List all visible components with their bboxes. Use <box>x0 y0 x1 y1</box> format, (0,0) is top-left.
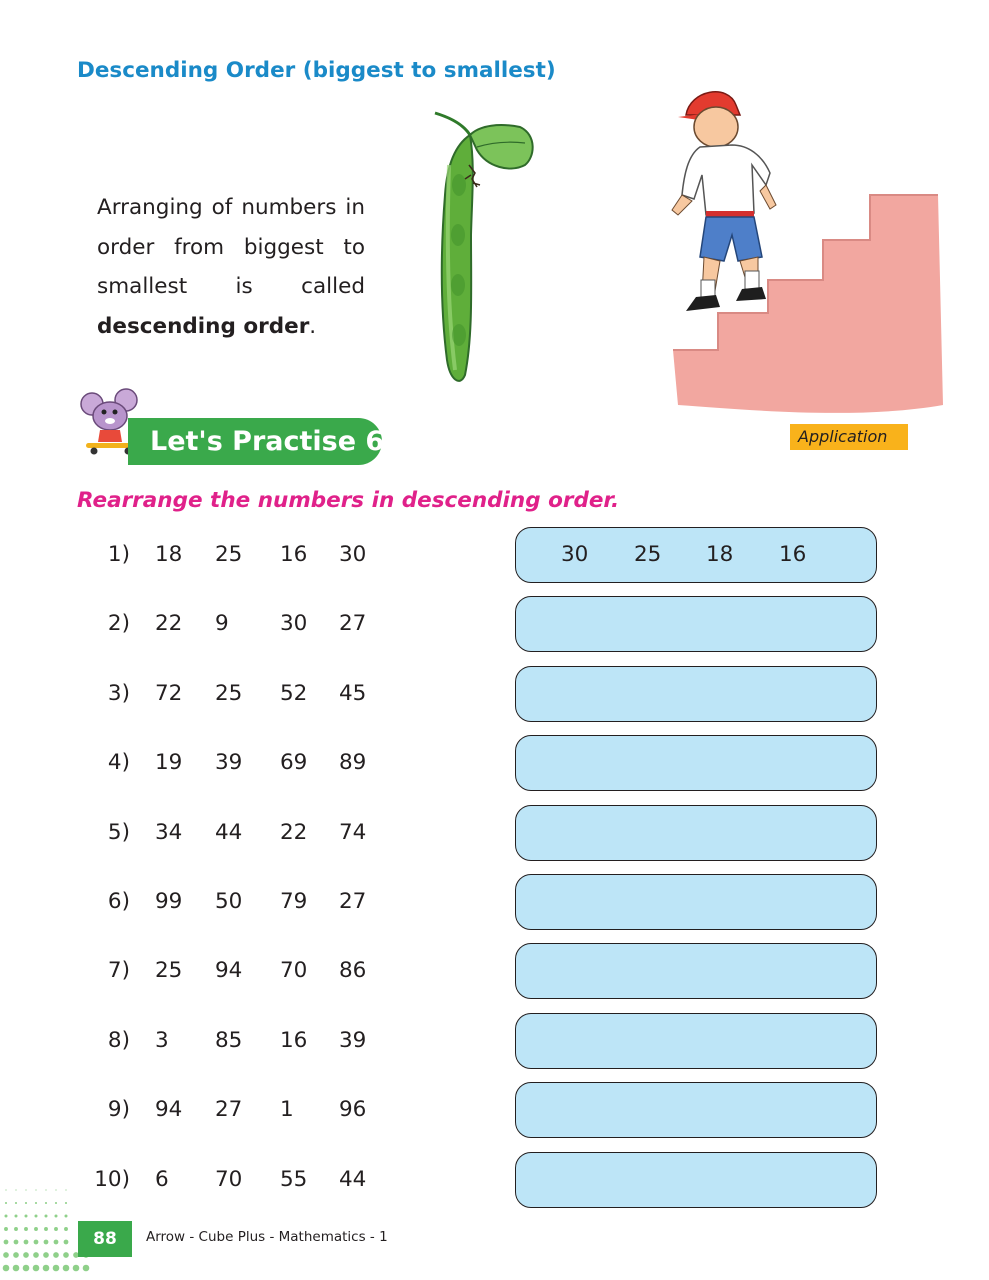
answer-box[interactable] <box>515 805 877 861</box>
question-number: 25 <box>155 958 183 984</box>
question-number: 96 <box>339 1097 367 1123</box>
question-number: 3 <box>155 1027 169 1053</box>
question-number: 50 <box>215 889 243 914</box>
question-number: 70 <box>280 958 308 984</box>
answer-number: 25 <box>634 542 662 567</box>
question-number: 6 <box>155 1166 169 1192</box>
question-row <box>0 1026 400 1056</box>
practice-banner-label: Let's Practise 6.7 <box>150 426 414 457</box>
answer-number: 18 <box>706 542 734 567</box>
decorative-dot <box>4 1227 8 1231</box>
decorative-dot <box>45 1189 46 1190</box>
answer-box[interactable] <box>515 527 877 583</box>
decorative-dot <box>23 1252 29 1258</box>
decorative-dot <box>83 1265 90 1272</box>
question-number: 52 <box>280 680 308 706</box>
definition-line-2: in order from biggest <box>97 195 365 260</box>
question-number: 79 <box>280 889 308 914</box>
question-number: 27 <box>339 611 367 637</box>
decorative-dot <box>65 1202 67 1204</box>
decorative-dot <box>44 1227 48 1231</box>
decorative-dot <box>64 1240 69 1245</box>
question-label: 6) <box>107 889 130 914</box>
decorative-dot <box>33 1252 39 1258</box>
answer-box[interactable] <box>515 1152 877 1208</box>
decorative-dot <box>35 1215 38 1218</box>
answer-box[interactable] <box>515 874 877 930</box>
question-number: 72 <box>155 680 183 706</box>
question-row <box>0 887 400 917</box>
question-number: 27 <box>215 1097 243 1123</box>
answer-box[interactable] <box>515 596 877 652</box>
page-title: Descending Order (biggest to smallest) <box>77 58 556 83</box>
decorative-dot <box>44 1240 49 1245</box>
definition-term-end: . <box>309 313 317 339</box>
bean-pod-icon <box>425 105 545 390</box>
question-number: 39 <box>215 750 243 776</box>
decorative-dot <box>63 1252 69 1258</box>
question-number: 44 <box>339 1166 367 1192</box>
question-number: 16 <box>280 1027 308 1053</box>
question-number: 27 <box>339 889 367 914</box>
question-number: 44 <box>215 819 243 845</box>
decorative-dot <box>55 1202 57 1204</box>
decorative-dot <box>3 1252 9 1258</box>
decorative-dot <box>45 1202 47 1204</box>
decorative-dot <box>13 1252 19 1258</box>
book-title: Arrow - Cube Plus - Mathematics - 1 <box>146 1229 388 1245</box>
decorative-dot <box>25 1189 26 1190</box>
question-number: 70 <box>215 1166 243 1192</box>
definition-text <box>97 188 365 346</box>
decorative-dot <box>53 1252 59 1258</box>
question-label: 5) <box>107 819 130 845</box>
decorative-dot <box>35 1202 37 1204</box>
decorative-dot <box>4 1240 9 1245</box>
question-row <box>0 1095 400 1125</box>
decorative-dot <box>65 1189 66 1190</box>
decorative-dot <box>65 1215 68 1218</box>
question-label: 10) <box>94 1166 130 1192</box>
question-number: 45 <box>339 680 367 706</box>
decorative-dot <box>14 1240 19 1245</box>
answer-box[interactable] <box>515 1082 877 1138</box>
question-number: 30 <box>280 611 308 637</box>
decorative-dot <box>5 1189 6 1190</box>
question-number: 19 <box>155 750 183 776</box>
decorative-dot <box>43 1252 49 1258</box>
question-row <box>0 609 400 639</box>
definition-term: descending order <box>97 313 310 339</box>
question-number: 85 <box>215 1027 243 1053</box>
question-label: 2) <box>107 611 130 637</box>
decorative-dot <box>14 1227 18 1231</box>
decorative-dot <box>13 1265 20 1272</box>
question-label: 9) <box>107 1097 130 1123</box>
decorative-dot <box>5 1215 8 1218</box>
decorative-dot <box>55 1189 56 1190</box>
question-row <box>0 679 400 709</box>
practice-banner <box>128 418 414 465</box>
decorative-dot <box>3 1265 10 1272</box>
application-tag: Application <box>790 424 908 450</box>
instruction-text: Rearrange the numbers in descending order. <box>77 488 620 513</box>
answer-box[interactable] <box>515 666 877 722</box>
page-number: 88 <box>78 1221 132 1257</box>
decorative-dot <box>54 1240 59 1245</box>
question-number: 18 <box>155 542 183 567</box>
decorative-dot <box>64 1227 68 1231</box>
question-row <box>0 956 400 986</box>
question-number: 39 <box>339 1027 367 1053</box>
question-number: 9 <box>215 611 229 637</box>
decorative-dot <box>25 1215 28 1218</box>
question-number: 94 <box>155 1097 183 1123</box>
question-label: 1) <box>107 542 130 567</box>
question-number: 69 <box>280 750 308 776</box>
question-row <box>0 540 400 570</box>
decorative-dot <box>15 1189 16 1190</box>
decorative-dot <box>53 1265 60 1272</box>
answer-number: 30 <box>561 542 589 567</box>
decorative-dot <box>23 1265 30 1272</box>
question-number: 16 <box>280 542 308 567</box>
question-number: 55 <box>280 1166 308 1192</box>
boy-on-stairs-illustration <box>658 75 948 420</box>
question-number: 30 <box>339 542 367 567</box>
question-number: 94 <box>215 958 243 984</box>
question-number: 99 <box>155 889 183 914</box>
question-label: 3) <box>107 680 130 706</box>
definition-line-1: Arranging of numbers <box>97 195 337 220</box>
answer-box[interactable] <box>515 1013 877 1069</box>
question-number: 86 <box>339 958 367 984</box>
decorative-dot <box>63 1265 70 1272</box>
decorative-dot <box>43 1265 50 1272</box>
question-number: 34 <box>155 819 183 845</box>
question-number: 22 <box>155 611 183 637</box>
question-number: 25 <box>215 542 243 567</box>
question-number: 74 <box>339 819 367 845</box>
question-label: 8) <box>107 1027 130 1053</box>
definition-line-3: to smallest is called <box>97 234 365 299</box>
question-row <box>0 818 400 848</box>
question-number: 1 <box>280 1097 294 1123</box>
decorative-dot <box>34 1240 39 1245</box>
decorative-dot <box>15 1202 17 1204</box>
decorative-dot <box>33 1265 40 1272</box>
decorative-dot <box>73 1265 80 1272</box>
decorative-dot <box>25 1202 27 1204</box>
question-label: 7) <box>107 958 130 984</box>
answer-box[interactable] <box>515 735 877 791</box>
decorative-dot <box>54 1227 58 1231</box>
answer-number: 16 <box>779 542 807 567</box>
decorative-dot <box>5 1202 7 1204</box>
decorative-dot <box>55 1215 58 1218</box>
decorative-dot <box>15 1215 18 1218</box>
question-number: 22 <box>280 819 308 845</box>
decorative-dot <box>34 1227 38 1231</box>
question-number: 89 <box>339 750 367 776</box>
question-label: 4) <box>107 750 130 776</box>
decorative-dot <box>45 1215 48 1218</box>
decorative-dot <box>35 1189 36 1190</box>
question-number: 25 <box>215 680 243 706</box>
answer-box[interactable] <box>515 943 877 999</box>
decorative-dot <box>24 1240 29 1245</box>
decorative-dot <box>24 1227 28 1231</box>
question-row <box>0 748 400 778</box>
